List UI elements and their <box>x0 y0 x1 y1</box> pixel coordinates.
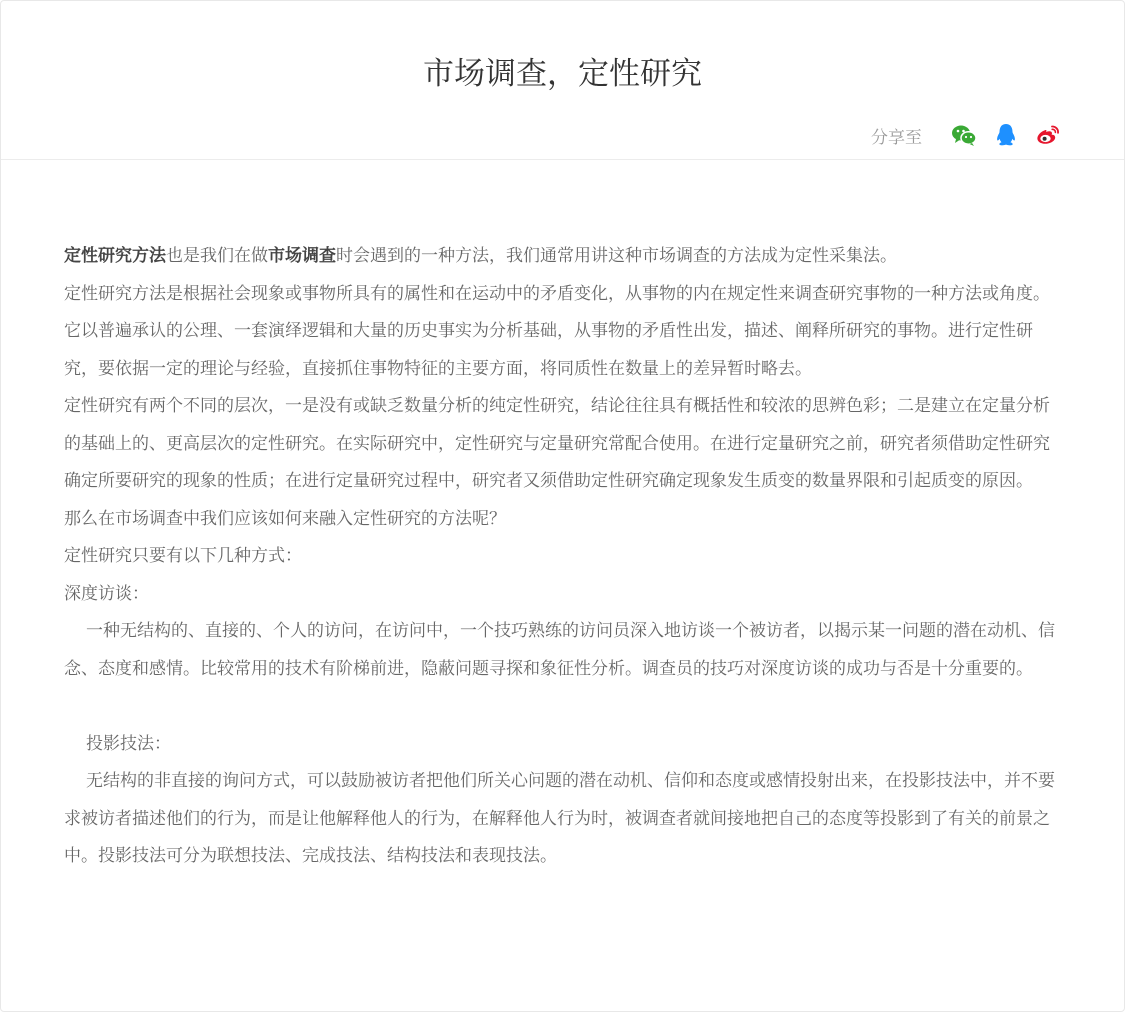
paragraph: 定性研究只要有以下几种方式： <box>64 546 302 566</box>
paragraph: 定性研究有两个不同的层次，一是没有或缺乏数量分析的纯定性研究，结论往往具有概括性和较浓的思辨色彩；二是建立在定量分析的基础上的、更高层次的定性研究。在实际研究中，定性研究与定量研究常配合使用。在进行定量研究之前，研究者须借助定性研究确定所要研究的现象的性质；在进行定量研究过程中，研究者又须借助定性研究确定现象发生质变的数量界限和引起质变的原因。 <box>64 396 1050 491</box>
article-body <box>64 238 1064 876</box>
bold-term: 定性研究方法 <box>64 246 166 266</box>
paragraph: 那么在市场调查中我们应该如何来融入定性研究的方法呢？ <box>64 508 506 529</box>
paragraph: 它以普遍承认的公理、一套演绎逻辑和大量的历史事实为分析基础，从事物的矛盾性出发，描述、阐释所研究的事物。进行定性研究，要依据一定的理论与经验，直接抓住事物特征的主要方面，将同质性在数量上的差异暂时略去。 <box>64 321 1033 379</box>
paragraph-intro: 定性研究方法也是我们在做市场调查时会遇到的一种方法，我们通常用讲这种市场调查的方法成为定性采集法。 <box>64 246 897 266</box>
section-heading: 深度访谈： <box>64 583 149 604</box>
weibo-icon[interactable] <box>1034 121 1062 149</box>
paragraph: 一种无结构的、直接的、个人的访问，在访问中，一个技巧熟练的访问员深入地访谈一个被访者，以揭示某一问题的潜在动机、信念、态度和感情。比较常用的技术有阶梯前进，隐蔽问题寻探和象征性分析。调查员的技巧对深度访谈的成功与否是十分重要的。 <box>64 621 1055 679</box>
article-header <box>1 1 1124 160</box>
page-title: 市场调查，定性研究 <box>423 56 702 92</box>
wechat-icon[interactable] <box>950 121 978 149</box>
share-label: 分享至 <box>871 127 922 148</box>
spacer <box>64 688 1064 726</box>
bold-term: 市场调查 <box>268 246 336 266</box>
share-bar <box>871 121 1062 149</box>
qq-icon[interactable] <box>992 121 1020 149</box>
paragraph: 定性研究方法是根据社会现象或事物所具有的属性和在运动中的矛盾变化，从事物的内在规定性来调查研究事物的一种方法或角度。 <box>64 283 1050 304</box>
section-heading: 投影技法： <box>86 733 171 754</box>
paragraph: 无结构的非直接的询问方式，可以鼓励被访者把他们所关心问题的潜在动机、信仰和态度或感情投射出来，在投影技法中，并不要求被访者描述他们的行为，而是让他解释他人的行为，在解释他人行为时，被调查者就间接地把自己的态度等投影到了有关的前景之中。投影技法可分为联想技法、完成技法、结构技法和表现技法。 <box>64 771 1055 866</box>
